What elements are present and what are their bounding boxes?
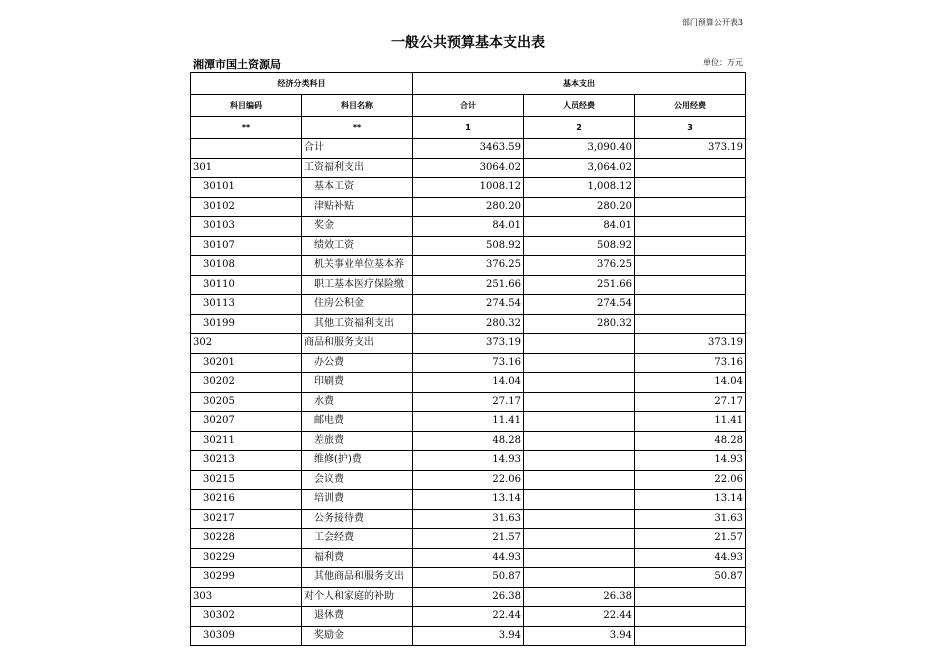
row-personnel bbox=[524, 373, 635, 393]
row-code: 30199 bbox=[191, 314, 302, 334]
row-public: 373.19 bbox=[635, 139, 746, 159]
table-row bbox=[191, 392, 746, 412]
row-personnel: 280.20 bbox=[524, 197, 635, 217]
row-public bbox=[635, 256, 746, 276]
row-public bbox=[635, 197, 746, 217]
row-public bbox=[635, 217, 746, 237]
row-code: 30101 bbox=[191, 178, 302, 198]
row-public: 14.93 bbox=[635, 451, 746, 471]
header-total: 合计 bbox=[413, 95, 524, 117]
row-personnel: 376.25 bbox=[524, 256, 635, 276]
row-name: 印刷费 bbox=[302, 373, 413, 393]
row-personnel: 274.54 bbox=[524, 295, 635, 315]
table-row bbox=[191, 568, 746, 588]
table-row bbox=[191, 256, 746, 276]
row-public: 44.93 bbox=[635, 548, 746, 568]
row-total: 31.63 bbox=[413, 509, 524, 529]
row-name: 会议费 bbox=[302, 470, 413, 490]
row-name: 奖金 bbox=[302, 217, 413, 237]
row-total: 274.54 bbox=[413, 295, 524, 315]
row-personnel bbox=[524, 548, 635, 568]
organization-name: 湘潭市国土资源局 bbox=[193, 58, 281, 71]
row-public bbox=[635, 587, 746, 607]
row-personnel: 22.44 bbox=[524, 607, 635, 627]
row-total: 508.92 bbox=[413, 236, 524, 256]
row-code: 30113 bbox=[191, 295, 302, 315]
row-code: 301 bbox=[191, 158, 302, 178]
table-row bbox=[191, 412, 746, 432]
row-public: 73.16 bbox=[635, 353, 746, 373]
row-code: 30110 bbox=[191, 275, 302, 295]
row-code: 30228 bbox=[191, 529, 302, 549]
row-public: 31.63 bbox=[635, 509, 746, 529]
row-personnel bbox=[524, 470, 635, 490]
row-personnel: 1,008.12 bbox=[524, 178, 635, 198]
row-name: 维修(护)费 bbox=[302, 451, 413, 471]
row-name: 工会经费 bbox=[302, 529, 413, 549]
unit-label: 单位：万元 bbox=[703, 58, 743, 67]
header-public: 公用经费 bbox=[635, 95, 746, 117]
row-total: 44.93 bbox=[413, 548, 524, 568]
row-public bbox=[635, 275, 746, 295]
row-personnel bbox=[524, 431, 635, 451]
row-total: 48.28 bbox=[413, 431, 524, 451]
row-code: 30302 bbox=[191, 607, 302, 627]
row-code: 30103 bbox=[191, 217, 302, 237]
row-total: 3064.02 bbox=[413, 158, 524, 178]
row-total: 280.32 bbox=[413, 314, 524, 334]
table-row bbox=[191, 314, 746, 334]
row-name: 水费 bbox=[302, 392, 413, 412]
row-name: 差旅费 bbox=[302, 431, 413, 451]
row-name: 商品和服务支出 bbox=[302, 334, 413, 354]
row-personnel bbox=[524, 509, 635, 529]
table-row bbox=[191, 373, 746, 393]
row-personnel bbox=[524, 412, 635, 432]
table-row bbox=[191, 295, 746, 315]
row-name: 机关事业单位基本养 bbox=[302, 256, 413, 276]
budget-table bbox=[190, 72, 746, 646]
row-name: 津贴补贴 bbox=[302, 197, 413, 217]
row-code: 30213 bbox=[191, 451, 302, 471]
row-total: 14.93 bbox=[413, 451, 524, 471]
row-total: 280.20 bbox=[413, 197, 524, 217]
table-row bbox=[191, 451, 746, 471]
row-code: 303 bbox=[191, 587, 302, 607]
row-total: 50.87 bbox=[413, 568, 524, 588]
row-name: 公务接待费 bbox=[302, 509, 413, 529]
table-row bbox=[191, 197, 746, 217]
table-row bbox=[191, 217, 746, 237]
row-total: 14.04 bbox=[413, 373, 524, 393]
row-total: 3.94 bbox=[413, 626, 524, 646]
row-name: 工资福利支出 bbox=[302, 158, 413, 178]
row-public bbox=[635, 158, 746, 178]
row-name: 对个人和家庭的补助 bbox=[302, 587, 413, 607]
table-row bbox=[191, 275, 746, 295]
row-name: 办公费 bbox=[302, 353, 413, 373]
row-total: 373.19 bbox=[413, 334, 524, 354]
row-public bbox=[635, 314, 746, 334]
row-code: 30108 bbox=[191, 256, 302, 276]
row-total: 11.41 bbox=[413, 412, 524, 432]
row-code: 30299 bbox=[191, 568, 302, 588]
table-row bbox=[191, 626, 746, 646]
row-public: 21.57 bbox=[635, 529, 746, 549]
table-row bbox=[191, 587, 746, 607]
row-personnel bbox=[524, 568, 635, 588]
row-public: 50.87 bbox=[635, 568, 746, 588]
row-code: 30229 bbox=[191, 548, 302, 568]
row-personnel: 251.66 bbox=[524, 275, 635, 295]
table-row bbox=[191, 548, 746, 568]
header-basic-expenditure: 基本支出 bbox=[413, 73, 746, 95]
row-name: 其他商品和服务支出 bbox=[302, 568, 413, 588]
row-personnel bbox=[524, 529, 635, 549]
index-name: ** bbox=[302, 117, 413, 139]
row-total: 3463.59 bbox=[413, 139, 524, 159]
row-public bbox=[635, 178, 746, 198]
row-total: 84.01 bbox=[413, 217, 524, 237]
row-personnel bbox=[524, 392, 635, 412]
row-public: 22.06 bbox=[635, 470, 746, 490]
table-row bbox=[191, 236, 746, 256]
page-title: 一般公共预算基本支出表 bbox=[391, 35, 545, 51]
header-group-row bbox=[191, 73, 746, 95]
index-personnel: 2 bbox=[524, 117, 635, 139]
row-public: 373.19 bbox=[635, 334, 746, 354]
table-row bbox=[191, 431, 746, 451]
row-name: 福利费 bbox=[302, 548, 413, 568]
row-public bbox=[635, 626, 746, 646]
row-personnel: 26.38 bbox=[524, 587, 635, 607]
row-public: 48.28 bbox=[635, 431, 746, 451]
row-code: 30216 bbox=[191, 490, 302, 510]
table-row bbox=[191, 490, 746, 510]
row-public: 13.14 bbox=[635, 490, 746, 510]
row-name: 住房公积金 bbox=[302, 295, 413, 315]
row-total: 376.25 bbox=[413, 256, 524, 276]
row-name: 基本工资 bbox=[302, 178, 413, 198]
row-personnel bbox=[524, 490, 635, 510]
row-code: 30309 bbox=[191, 626, 302, 646]
table-row bbox=[191, 334, 746, 354]
row-public bbox=[635, 295, 746, 315]
row-name: 其他工资福利支出 bbox=[302, 314, 413, 334]
row-code: 30102 bbox=[191, 197, 302, 217]
row-name: 奖励金 bbox=[302, 626, 413, 646]
row-personnel: 280.32 bbox=[524, 314, 635, 334]
row-total: 21.57 bbox=[413, 529, 524, 549]
row-code: 30107 bbox=[191, 236, 302, 256]
row-personnel: 3.94 bbox=[524, 626, 635, 646]
table-row bbox=[191, 139, 746, 159]
row-code: 30217 bbox=[191, 509, 302, 529]
row-total: 1008.12 bbox=[413, 178, 524, 198]
row-public bbox=[635, 236, 746, 256]
row-code: 30205 bbox=[191, 392, 302, 412]
row-total: 22.44 bbox=[413, 607, 524, 627]
table-row bbox=[191, 158, 746, 178]
row-personnel bbox=[524, 451, 635, 471]
row-personnel bbox=[524, 334, 635, 354]
row-code: 302 bbox=[191, 334, 302, 354]
row-code: 30207 bbox=[191, 412, 302, 432]
table-row bbox=[191, 529, 746, 549]
row-name: 退休费 bbox=[302, 607, 413, 627]
row-code: 30201 bbox=[191, 353, 302, 373]
table-row bbox=[191, 470, 746, 490]
table-row bbox=[191, 178, 746, 198]
index-total: 1 bbox=[413, 117, 524, 139]
row-total: 13.14 bbox=[413, 490, 524, 510]
table-row bbox=[191, 509, 746, 529]
index-code: ** bbox=[191, 117, 302, 139]
header-name: 科目名称 bbox=[302, 95, 413, 117]
row-total: 26.38 bbox=[413, 587, 524, 607]
row-public: 14.04 bbox=[635, 373, 746, 393]
row-personnel: 84.01 bbox=[524, 217, 635, 237]
table-row bbox=[191, 353, 746, 373]
row-personnel: 508.92 bbox=[524, 236, 635, 256]
row-total: 251.66 bbox=[413, 275, 524, 295]
row-total: 27.17 bbox=[413, 392, 524, 412]
row-name: 职工基本医疗保险缴 bbox=[302, 275, 413, 295]
row-total: 22.06 bbox=[413, 470, 524, 490]
row-public: 27.17 bbox=[635, 392, 746, 412]
header-column-row bbox=[191, 95, 746, 117]
row-public bbox=[635, 607, 746, 627]
row-code: 30215 bbox=[191, 470, 302, 490]
table-row bbox=[191, 607, 746, 627]
row-personnel: 3,090.40 bbox=[524, 139, 635, 159]
row-name: 绩效工资 bbox=[302, 236, 413, 256]
header-code: 科目编码 bbox=[191, 95, 302, 117]
row-personnel bbox=[524, 353, 635, 373]
row-personnel: 3,064.02 bbox=[524, 158, 635, 178]
header-personnel: 人员经费 bbox=[524, 95, 635, 117]
row-code: 30202 bbox=[191, 373, 302, 393]
row-total: 73.16 bbox=[413, 353, 524, 373]
row-code bbox=[191, 139, 302, 159]
header-economic-category: 经济分类科目 bbox=[191, 73, 413, 95]
row-code: 30211 bbox=[191, 431, 302, 451]
index-public: 3 bbox=[635, 117, 746, 139]
header-index-row bbox=[191, 117, 746, 139]
row-name: 合计 bbox=[302, 139, 413, 159]
row-name: 邮电费 bbox=[302, 412, 413, 432]
table-number-label: 部门预算公开表3 bbox=[681, 18, 743, 27]
row-name: 培训费 bbox=[302, 490, 413, 510]
row-public: 11.41 bbox=[635, 412, 746, 432]
